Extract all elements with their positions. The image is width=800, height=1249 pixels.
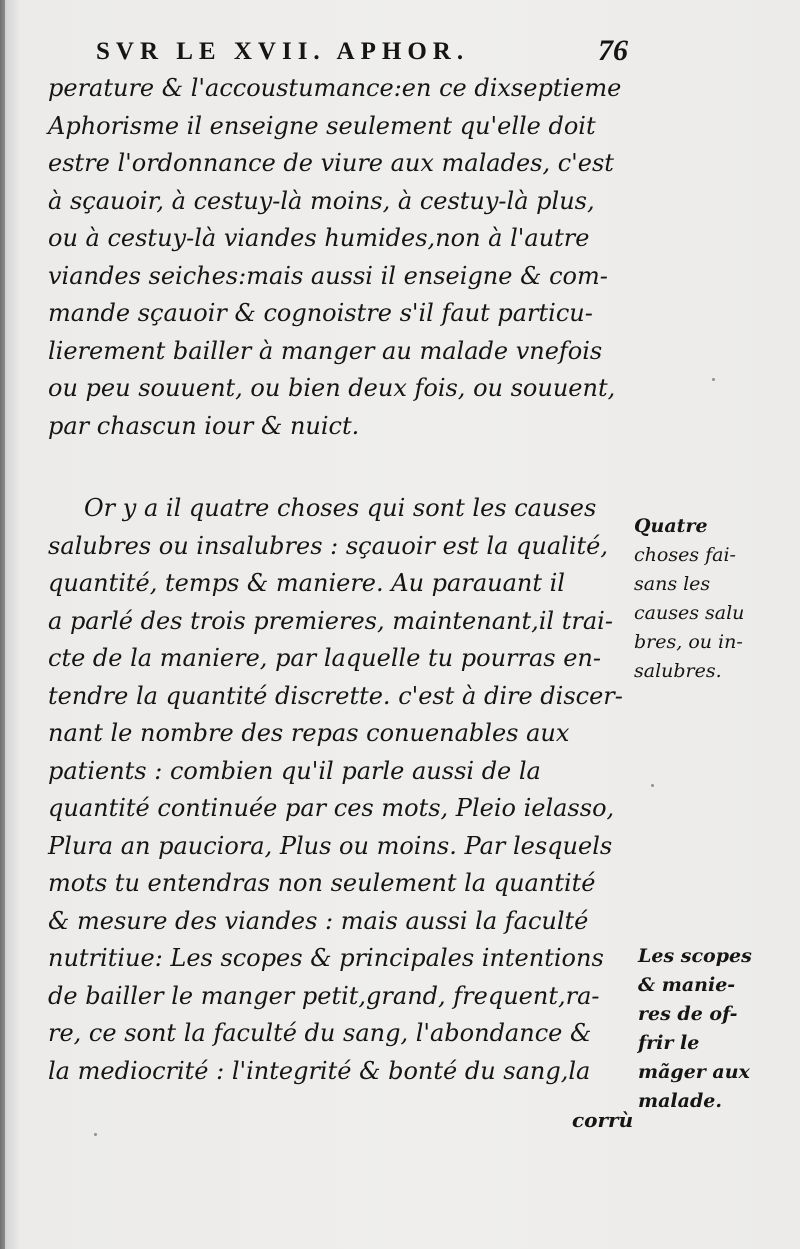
text-line: mande sçauoir & cognoistre s'il faut particu- — [48, 299, 593, 327]
marginal-line: salubres. — [634, 660, 722, 682]
paper-speck — [712, 378, 715, 381]
text-line: ou à cestuy-là viandes humides,non à l'autre — [48, 224, 590, 252]
text-line: nant le nombre des repas conuenables aux — [48, 719, 570, 747]
marginal-line: mãger aux — [638, 1061, 750, 1083]
text-line: Aphorisme il enseigne seulement qu'elle doit — [48, 111, 596, 140]
text-line: de bailler le manger petit,grand, frequent,ra- — [48, 981, 600, 1010]
text-line: Or y a il quatre choses qui sont les causes — [84, 494, 597, 522]
marginal-note-2 — [638, 942, 798, 1116]
running-head — [96, 32, 636, 72]
text-line: patients : combien qu'il parle aussi de la — [48, 756, 541, 785]
text-line: mots tu entendras non seulement la quantité — [48, 869, 596, 897]
marginal-note-1 — [634, 512, 794, 686]
catchword: corrù — [572, 1108, 634, 1132]
paragraph-1 — [48, 70, 640, 445]
marginal-line: Les scopes — [638, 945, 752, 967]
text-line: par chascun iour & nuict. — [48, 411, 360, 440]
running-title: SVR LE XVII. APHOR. — [96, 38, 470, 65]
text-line: à sçauoir, à cestuy-là moins, à cestuy-là plus, — [48, 186, 595, 215]
marginal-line: sans les — [634, 573, 711, 595]
text-line: quantité continuée par ces mots, Pleio ielasso, — [48, 794, 615, 822]
marginal-line: bres, ou in- — [634, 631, 743, 653]
marginal-line: res de of- — [638, 1003, 738, 1025]
marginal-line: & manie- — [638, 974, 736, 996]
text-line: Plura an pauciora, Plus ou moins. Par lesquels — [48, 831, 613, 860]
paragraph-2 — [48, 490, 640, 1090]
text-line: quantité, temps & maniere. Au parauant il — [48, 569, 565, 597]
marginal-line: choses fai- — [634, 544, 736, 566]
marginal-line: frir le — [638, 1032, 700, 1054]
text-line: la mediocrité : l'integrité & bonté du sang,la — [48, 1056, 591, 1085]
marginal-line: malade. — [638, 1090, 722, 1112]
page-number: 76 — [598, 34, 628, 67]
text-line: & mesure des viandes : mais aussi la faculté — [48, 906, 589, 935]
text-line: tendre la quantité discrette. c'est à dire discer- — [48, 681, 623, 710]
text-line: perature & l'accoustumance:en ce dixseptieme — [48, 74, 622, 102]
text-line: salubres ou insalubres : sçauoir est la qualité, — [48, 531, 608, 560]
marginal-line: Quatre — [634, 515, 708, 537]
text-line: nutritiue: Les scopes & principales intentions — [48, 944, 604, 972]
text-line: lierement bailler à manger au malade vnefois — [48, 336, 603, 365]
marginal-line: causes salu — [634, 602, 745, 624]
paper-speck — [651, 784, 654, 787]
text-line: ou peu souuent, ou bien deux fois, ou souuent, — [48, 374, 616, 402]
text-line: re, ce sont la faculté du sang, l'abondance & — [48, 1019, 592, 1047]
text-line: viandes seiches:mais aussi il enseigne & com- — [48, 261, 608, 290]
text-line: cte de la maniere, par laquelle tu pourras en- — [48, 644, 601, 672]
spine-shadow — [0, 0, 5, 1249]
text-line: estre l'ordonnance de viure aux malades, c'est — [48, 149, 614, 177]
text-line: a parlé des trois premieres, maintenant,il trai- — [48, 606, 613, 635]
paper-speck — [94, 1133, 97, 1136]
